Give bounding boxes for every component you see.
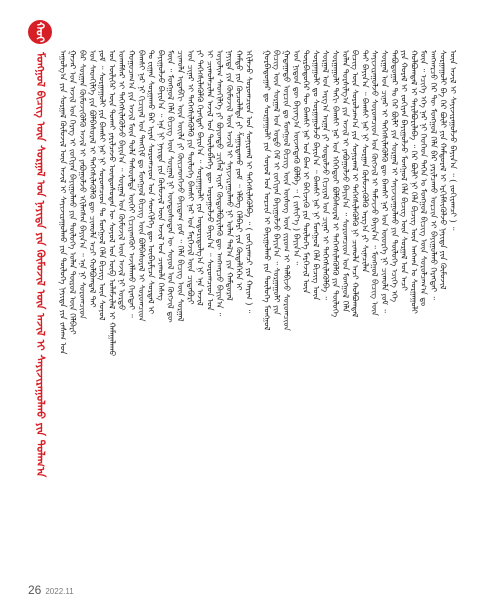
text-column <box>331 50 341 570</box>
article-headline-text: ᠮᠣᠩᠭᠣᠯ ᠪᠢᠴᠢᠭ ᠦᠨ ᠰᠤᠷᠭᠠᠯ ᠤᠨ ᠨᠡᠶᠢᠲᠡ ᠶᠢᠨ ᠬᠦᠮᠦᠵᠢᠯ ᠦᠨ ᠠᠵᠢᠯ ᠢ ᠰᠠᠶᠢᠵᠢᠷᠠᠭᠤᠯᠬᠤ ᠶᠢᠨ ᠲᠤᠯᠠᠭ᠎ᠠ <box>34 52 47 478</box>
text-line: ᠲᠠᠶ ᠪᠠᠶᠢᠨ᠎ᠠ ᠃ ᠪᠠᠭᠰᠢ ᠨᠠᠷ ᠨᠢ ᠰᠤᠷᠭᠠᠨ ᠬᠦᠮᠦᠵᠢᠭᠦᠯᠬᠦ ᠠᠷᠭ᠎ᠠ ᠶᠢ ᠰᠢᠨᠡᠴᠢᠯᠡᠨ <box>360 50 370 273</box>
text-column <box>225 50 235 570</box>
text-column <box>205 50 215 570</box>
page-badge <box>28 20 52 44</box>
text-line: ᠠᠭᠤᠯᠭ᠎ᠠ ᠶᠢᠨ ᠰᠤᠷᠭᠠᠯ ᠬᠦᠮᠦᠵᠢᠯ ᠦᠨ ᠠᠵᠢᠯ ᠢ ᠰᠠᠶᠢᠵᠢᠷᠠᠭᠤᠯᠬᠤ ᠶᠢᠨ ᠲᠥᠯᠥᠭᠡ ᠨᠡᠶᠢᠲᠡ ᠶᠢᠨ ᠵᠠᠰᠠᠭ ᠤᠨ <box>58 50 68 355</box>
text-line: ᠲᠠᠪᠤᠳᠤᠭᠠᠷ ᠲᠤ ᠭᠡᠷ ᠪᠦᠯᠢ ᠶᠢᠨ ᠰᠤᠷᠭᠠᠯ ᠢ ᠰᠠᠶᠢᠵᠢᠷᠠᠭᠤᠯᠬᠤ ᠶᠢᠨ ᠲᠥᠯᠥᠭᠡ ᠡᠴᠢᠭᠡ ᠡᠬᠡ <box>389 50 399 303</box>
text-column <box>448 50 458 570</box>
text-line: ᠬᠤᠭᠤᠴᠠᠭ᠎ᠠ ᠶᠢᠨ ᠠᠵᠢᠯ ᠮᠥᠨ ᠲᠤᠯᠠ ᠲᠠᠰᠤᠷᠠᠯᠲᠠ ᠦᠭᠡᠢ ᠬᠢᠴᠢᠶᠡᠩᠭᠦᠢ ᠠᠵᠢᠯᠯᠠᠬᠤ ᠬᠡᠷᠡᠭᠲᠡᠢ ᠃ <box>126 50 136 318</box>
text-line: ᠪᠡᠷ ᠰᠤᠷᠭᠠᠨ ᠬᠦᠮᠦᠵᠢᠭᠦᠯᠬᠦ ᠠᠵᠢᠯ ᠢ ᠶᠠᠪᠤᠭᠤᠯᠵᠤ ᠡᠬᠢᠯᠡᠭᠰᠡᠨ ᠪᠠᠶᠢᠨ᠎ᠠ ᠃ ᠡᠨᠡ ᠨᠢ ᠰᠤᠷᠤᠭᠴᠢᠳ <box>77 50 87 320</box>
text-line: ᠮᠥᠨ ᠃ ᠮᠣᠩᠭᠣᠯ ᠬᠡᠯᠡ ᠪᠢᠴᠢᠭ ᠦᠨ ᠰᠤᠷᠭᠠᠯ ᠨᠢ ᠦᠨᠳᠦᠰᠦᠲᠡᠨ ᠦ ᠰᠣᠶᠣᠯ ᠤᠨ ᠬᠥᠭᠵᠢᠯ ᠳᠦ <box>166 50 176 323</box>
text-line: ᠶᠢ ᠳᠡᠭᠡᠭᠰᠢᠯᠡᠭᠦᠯᠬᠦ ᠬᠡᠷᠡᠭᠲᠡᠢ ᠪᠠᠶᠢᠨ᠎ᠠ ᠃ ᠰᠤᠷᠭᠠᠭᠤᠯᠢ ᠶᠢᠨ ᠤᠳᠤᠷᠢᠳᠤᠯᠭ᠎ᠠ ᠨᠢ ᠡᠨᠡ ᠠᠵᠢᠯ <box>195 50 205 306</box>
text-line: ᠶᠤᠮ ᠃ ᠰᠤᠷᠭᠠᠭᠤᠯᠢ ᠶᠢᠨ ᠪᠠᠭᠰᠢ ᠨᠠᠷ ᠨᠢ ᠰᠤᠷᠤᠭᠴᠢᠳ ᠲᠤ ᠮᠣᠩᠭᠣᠯ ᠬᠡᠯᠡ ᠪᠢᠴᠢᠭ ᠦᠨ ᠰᠣᠶᠣᠯ <box>97 50 107 321</box>
text-column <box>370 50 380 570</box>
page-number: 26 <box>28 583 42 597</box>
text-column <box>389 50 399 570</box>
text-column <box>409 50 419 570</box>
text-column <box>321 50 331 570</box>
text-column <box>87 50 97 570</box>
text-line: ᠨᠡᠶᠢᠲᠡ ᠶᠢᠨ ᠬᠦᠮᠦᠵᠢᠯ ᠦᠨ ᠠᠵᠢᠯ ᠢ ᠰᠠᠶᠢᠵᠢᠷᠠᠭᠤᠯᠬᠤ ᠨᠢ ᠣᠯᠠᠨ ᠲᠠᠯ᠎ᠠ ᠶᠢᠨ ᠬᠠᠮᠲᠤᠷᠠᠯ <box>224 50 234 301</box>
text-column <box>350 50 360 570</box>
text-column <box>136 50 146 570</box>
text-line: ᠭᠤᠷᠪᠠᠳᠤᠭᠠᠷ ᠳᠤ ᠰᠤᠷᠭᠠᠭᠤᠯᠢ ᠶᠢᠨ ᠰᠣᠶᠣᠯ ᠤᠨ ᠣᠷᠴᠢᠨ ᠢ ᠪᠠᠶᠢᠭᠤᠯᠬᠤ ᠶᠢᠨ ᠲᠥᠯᠥᠭᠡ ᠮᠣᠩᠭᠣᠯ <box>262 50 272 331</box>
text-line: ᠰᠤᠷᠭᠠᠭᠤᠯᠢ ᠳᠤ ᠰᠤᠷᠭᠠᠭᠤᠯᠵᠤ ᠪᠠᠶᠢᠨ᠎ᠠ ᠃ ᠪᠠᠭᠰᠢ ᠨᠠᠷ ᠨᠢ ᠮᠣᠩᠭᠣᠯ ᠬᠡᠯᠡ ᠪᠢᠴᠢᠭ ᠦᠨ <box>311 50 321 301</box>
text-column <box>340 50 350 570</box>
text-line: ᠰᠤᠷᠭᠠᠯ ᠤᠨ ᠴᠢᠨᠠᠷ ᠢ ᠳᠡᠭᠡᠭᠰᠢᠯᠡᠭᠦᠯᠬᠦ ᠳᠦ ᠪᠠᠭᠰᠢ ᠨᠠᠷ ᠤᠨ ᠦᠦᠷᠭᠡ ᠨᠢ ᠴᠢᠬᠤᠯᠠ ᠶᠤᠮ ᠃ <box>379 50 389 313</box>
text-line: ᠠᠩᠬᠠᠷᠴᠤ ᠭᠡᠷ ᠲᠦ ᠮᠣᠩᠭᠣᠯ ᠬᠡᠯᠡ ᠪᠡᠷ ᠶᠠᠷᠢᠯᠴᠠᠬᠤ ᠤᠷᠴᠢᠨ ᠢ ᠪᠠᠶᠢᠭᠤᠯᠬᠤ ᠬᠡᠷᠡᠭᠲᠡᠢ ᠃ <box>428 50 438 300</box>
text-column <box>78 50 88 570</box>
text-column <box>438 50 448 570</box>
text-line: ᠤᠨ ᠨᠢᠳᠦᠨ ᠳᠦ ᠪᠠᠶᠢᠨᠭ᠎ᠠ ᠦᠵᠡᠭᠳᠡᠬᠦ ᠪᠣᠯᠪᠠ ᠃ ( ᠵᠢᠱᠢᠶ᠎ᠡ ) ᠪᠠᠶᠢᠨ᠎ᠠ ᠃ <box>291 50 301 265</box>
text-column <box>156 50 166 570</box>
text-line: ᠭᠠᠵᠠᠷ ᠤᠨ ᠠᠵᠢᠯ ᠤᠨ ᠬᠡᠷᠡᠭ ᠢ ᠵᠣᠬᠢᠶᠠᠨ ᠪᠠᠶᠢᠭᠤᠯᠬᠤ ᠶᠢᠨ ᠲᠥᠯᠥᠭᠡ ᠣᠯᠠᠨ ᠲᠥᠷᠦᠯ ᠦᠨ ᠬᠡᠯᠪᠡᠷᠢ <box>68 50 78 335</box>
text-line: ᠮᠥᠨ ᠃ ᠡᠴᠢᠭᠡ ᠡᠬᠡ ᠨᠠᠷ ᠨᠢ ᠬᠡᠦᠬᠡᠳ ᠲᠡᠭᠡᠨ ᠤ ᠮᠣᠩᠭᠣᠯ ᠪᠢᠴᠢᠭ ᠦᠨ ᠰᠤᠷᠤᠯᠴᠠᠭ᠎ᠠ ᠳᠤ <box>419 50 429 307</box>
text-column <box>176 50 186 570</box>
text-column <box>311 50 321 570</box>
text-column <box>380 50 390 570</box>
text-line: ᠰᠤᠷᠭᠠᠭᠤᠯᠢ ᠳᠠᠬᠢ ᠪᠠᠭᠰᠢ ᠨᠠᠷ ᠤᠨ ᠡᠭᠡᠭᠡᠳᠦᠢ ᠪᠣᠯᠪᠠᠰᠤᠷᠠᠯ ᠢ ᠳᠡᠭᠡᠭᠰᠢᠯᠡᠭᠦᠯᠬᠦ ᠶᠢᠨ ᠲᠥᠯᠥᠭᠡ <box>330 50 340 318</box>
text-line: ᠣᠯᠠᠨ ᠲᠤᠷᠰᠢᠯᠭ᠎ᠠ ᠶᠢᠨ ᠠᠵᠢᠯ ᠢ ᠶᠠᠪᠤᠭᠤᠯᠵᠤ ᠪᠠᠶᠢᠨ᠎ᠠ ᠃ ᠰᠤᠷᠤᠭᠴᠢᠳ ᠤᠨ ᠮᠣᠩᠭᠣᠯ ᠬᠡᠯᠡ <box>340 50 350 313</box>
text-column <box>68 50 78 570</box>
text-line: ᠲᠤ ᠵᠢᠭᠠᠨ ᠰᠤᠷᠭᠠᠬᠤ ᠪᠠᠷ ᠢᠶᠠᠨ ᠰᠤᠷᠤᠭᠴᠢᠳ ᠤᠨ ᠰᠡᠳᠬᠢᠯᠭᠡ ᠳᠦ ᠥᠪᠡᠷᠮᠢᠴᠡ ᠰᠤᠷᠲᠠᠯ ᠢ <box>146 50 156 315</box>
text-line: ᠴᠢᠬᠤᠯᠠ ᠢᠳᠡᠪᠬᠢ ᠦᠨ ᠦᠢᠯᠡ ᠶᠢ ᠭᠦᠢᠴᠡᠳᠬᠡᠵᠦ ᠪᠠᠶᠢᠳᠠᠭ ᠶᠤᠮ ᠃ ᠬᠡᠯᠡ ᠪᠢᠴᠢᠭ ᠦᠨ ᠰᠤᠷᠭᠠᠯ <box>175 50 185 322</box>
text-column <box>185 50 195 570</box>
text-line: ᠡᠬᠢᠯᠡᠵᠦ ᠰᠤᠷᠤᠭᠴᠢᠳ ᠤᠨ ᠰᠣᠨᠢᠷᠬᠠᠯ ᠢ ᠳᠡᠭᠡᠭᠰᠢᠯᠡᠭᠦᠯᠪᠡ ᠃ ( ᠵᠣᠬᠢᠶᠠᠭᠴᠢ ᠶᠢᠨ ᠬᠠᠶᠢᠭ ) ᠃ <box>244 50 254 314</box>
text-line: ᠢ ᠴᠢᠬᠤᠯᠠᠴᠢᠯᠠᠨ ᠠᠵᠢᠯ ᠤᠨ ᠲᠥᠯᠥᠪᠯᠡᠭᠡ ᠳᠦ ᠣᠷᠣᠭᠤᠯᠵᠤ ᠪᠠᠶᠢᠨ᠎ᠠ ᠃ ᠰᠤᠷᠤᠭᠴᠢᠳ ᠤᠨ <box>205 50 215 311</box>
text-line: ᠦᠨ ᠠᠵᠢᠯ ᠢ ᠰᠠᠶᠢᠵᠢᠷᠠᠭᠤᠯᠵᠤ ᠪᠠᠶᠢᠨ᠎ᠠ ᠃ ( ᠵᠣᠬᠢᠶᠠᠭᠴᠢ ) ᠃ <box>448 50 458 231</box>
text-line: ᠤᠨ ᠴᠢᠨᠠᠷ ᠢ ᠳᠡᠭᠡᠭᠰᠢᠯᠡᠭᠦᠯᠬᠦ ᠶᠢᠨ ᠲᠥᠯᠥᠭᠡ ᠪᠠᠭᠰᠢ ᠨᠠᠷ ᠤᠨ ᠮᠡᠷᠭᠡᠵᠢᠯ ᠦᠨ ᠴᠢᠳᠠᠪᠤᠷᠢ <box>185 50 195 305</box>
text-column <box>291 50 301 570</box>
text-line: ᠰᠤᠷᠭᠠᠯ ᠤᠨ ᠠᠷᠭ᠎ᠠ ᠠᠷᠭᠠ ᠶᠢ ᠰᠤᠳᠤᠯᠵᠤ ᠬᠢᠴᠢᠶᠡᠯ ᠤᠨ ᠴᠢᠨᠠᠷ ᠢ ᠳᠡᠭᠡᠭᠰᠢᠯᠡᠭᠦᠯᠪᠡ ᠃ <box>321 50 331 300</box>
page-badge-label: ᠬᠤᠢ <box>33 21 47 43</box>
text-line: ᠬᠠᠮᠲᠤ ᠶᠢᠨ ᠬᠦᠴᠦᠯᠡᠯᠲᠡ ᠶᠢ ᠱᠠᠭᠠᠷᠳᠠᠬᠤ ᠶᠤᠮ ᠃ ᠡᠯᠪᠡᠭ ᠬᠡᠯᠪᠡᠷᠢ ᠶᠢᠨ ᠬᠥᠳᠡᠯᠭᠡᠭᠡᠨ ᠢ <box>234 50 244 291</box>
article-headline <box>30 52 52 572</box>
text-column <box>429 50 439 570</box>
text-line: ᠪᠠᠭᠰᠢ ᠨᠠᠷ ᠨᠢ ᠬᠢᠴᠢᠶᠡᠯ ᠤᠨ ᠲᠠᠩᠬᠢᠮ ᠳᠤ ᠮᠣᠩᠭᠣᠯ ᠪᠢᠴᠢᠭ ᠦᠨ ᠪᠣᠯᠪᠠᠰᠤᠷᠠᠯ ᠢ ᠰᠤᠷᠤᠭᠴᠢᠳ <box>136 50 146 322</box>
text-line: ᠤᠨ ᠦᠯᠢᠭᠡᠷ ᠦᠨ ᠲᠤᠬᠠᠢ ᠶᠠᠷᠢᠯᠴᠠᠵᠤ ᠦᠨᠳᠦᠰᠦᠲᠡᠨ ᠦ ᠰᠣᠶᠣᠯ ᠤᠨ ᠦᠪ ᠤᠯᠠᠮᠵᠢᠯᠠᠯ ᠢ ᠬᠠᠮᠠᠭᠠᠯᠠᠬᠤ <box>107 50 117 357</box>
text-column <box>195 50 205 570</box>
text-line: ᠬᠣᠯᠪᠣᠭᠳᠠᠯ ᠢ ᠲᠠᠶᠢᠯᠪᠤᠷᠢᠯᠠᠪᠠ ᠃ ᠭᠡᠷ ᠪᠦᠯᠢ ᠨᠢ ᠬᠡᠯᠡ ᠪᠢᠴᠢᠭ ᠦᠨ ᠠᠩᠬᠠᠨ ᠤ ᠰᠤᠷᠭᠠᠭᠤᠯᠢ <box>409 50 419 314</box>
text-line: ᠳᠥᠷᠪᠡᠳᠦᠭᠡᠷ ᠲᠦ ᠪᠠᠭᠰᠢ ᠨᠠᠷ ᠤᠨ ᠪᠠᠭ ᠢ ᠪᠡᠬᠢᠵᠢᠬᠦ ᠶᠢᠨ ᠲᠥᠯᠥᠭᠡ ᠮᠡᠷᠭᠡᠵᠢᠯ ᠦᠨ <box>301 50 311 294</box>
text-column <box>272 50 282 570</box>
text-column <box>117 50 127 570</box>
text-block-left <box>58 50 254 570</box>
text-column <box>234 50 244 570</box>
text-column <box>301 50 311 570</box>
text-line: ᠪᠢᠴᠢᠭ ᠦᠨ ᠰᠤᠷᠭᠠᠯ ᠤᠨ ᠣᠳᠣ ᠬᠡᠮ ᠢ ᠵᠣᠬᠢᠶᠠᠨ ᠪᠠᠶᠢᠭᠤᠯᠵᠤ ᠪᠠᠶᠢᠨ᠎ᠠ ᠃ ᠰᠤᠷᠭᠠᠭᠤᠯᠢ ᠶᠢᠨ <box>272 50 282 315</box>
text-line: ᠶᠢᠨ ᠬᠤᠷᠠᠯ ᠢ ᠵᠣᠬᠢᠶᠠᠨ ᠪᠠᠶᠢᠭᠤᠯᠵᠤ ᠮᠣᠩᠭᠣᠯ ᠬᠡᠯᠡ ᠪᠢᠴᠢᠭ ᠦᠨ ᠰᠤᠷᠭᠠᠯ ᠤᠨ ᠠᠴᠢ <box>399 50 409 291</box>
page-footer <box>28 583 74 597</box>
text-column <box>419 50 429 570</box>
text-column <box>146 50 156 570</box>
text-line: ᠤᠶᠤᠯᠢᠭ ᠰᠡᠳᠬᠢᠯᠭᠡ ᠶᠢ ᠪᠤᠶᠤᠨᠲᠤ ᠴᠢᠭᠯᠡᠯ ᠢᠶᠡᠷ ᠬᠥᠲᠥᠯᠪᠦᠷᠢᠯᠡᠬᠦ ᠳᠦ ᠠᠩᠬᠠᠷᠴᠤ ᠪᠠᠶᠢᠨ᠎ᠠ ᠃ <box>215 50 225 317</box>
text-column <box>58 50 68 570</box>
text-line: ᠤᠨ ᠰᠡᠳᠬᠢᠯᠭᠡ ᠶᠢᠨ ᠪᠣᠯᠪᠠᠰᠤᠷᠠᠯ ᠢ ᠳᠡᠭᠡᠭᠰᠢᠯᠡᠭᠦᠯᠬᠦ ᠳᠦ ᠴᠢᠬᠤᠯᠠ ᠠᠴᠢ ᠬᠣᠯᠪᠣᠭᠳᠠᠯ ᠲᠠᠶ <box>87 50 97 308</box>
issue-date: 2022.11 <box>45 587 74 596</box>
text-line: ᠪᠠᠶᠢᠭᠤᠯᠵᠤ ᠪᠠᠶᠢᠨ᠎ᠠ ᠃ ᠡᠨᠡ ᠨᠢ ᠨᠡᠶᠢᠲᠡ ᠶᠢᠨ ᠬᠦᠮᠦᠵᠢᠯ ᠦᠨ ᠠᠵᠢᠯ ᠤᠨ ᠴᠢᠬᠤᠯᠠ ᠬᠡᠰᠡᠭ <box>156 50 166 301</box>
text-column <box>215 50 225 570</box>
text-line: ᠪᠢᠴᠢᠭ ᠦᠨ ᠰᠤᠷᠤᠯᠴᠠᠭ᠎ᠠ ᠶᠢᠨ ᠰᠣᠨᠢᠷᠬᠠᠯ ᠢ ᠳᠡᠭᠡᠭᠰᠢᠯᠡᠭᠦᠯᠬᠦ ᠨᠢ ᠴᠢᠬᠤᠯᠠ ᠠᠴᠢ ᠬᠣᠯᠪᠣᠭᠳᠠᠯ <box>350 50 360 318</box>
text-column <box>107 50 117 570</box>
text-line: ᠭᠠᠳᠠᠭᠠᠳᠤ ᠣᠷᠴᠢᠨ ᠳᠤ ᠮᠣᠩᠭᠣᠯ ᠪᠢᠴᠢᠭ ᠦᠨ ᠦᠰᠦᠭ ᠦᠨ ᠵᠢᠷᠤᠭ ᠢ ᠲᠠᠯᠪᠢᠵᠤ ᠰᠤᠷᠤᠭᠴᠢᠳ <box>281 50 291 331</box>
text-column <box>360 50 370 570</box>
text-column <box>262 50 272 570</box>
text-column <box>166 50 176 570</box>
text-line: ᠰᠤᠷᠭᠠᠭᠤᠯᠢ ᠪᠠ ᠭᠡᠷ ᠪᠦᠯᠢ ᠶᠢᠨ ᠬᠠᠮᠲᠤᠷᠠᠯ ᠢ ᠡᠷᠬᠢᠮᠰᠢᠭᠦᠯᠵᠦ ᠨᠡᠶᠢᠲᠡ ᠶᠢᠨ ᠬᠦᠮᠦᠵᠢᠯ <box>438 50 448 290</box>
text-column <box>127 50 137 570</box>
text-column <box>97 50 107 570</box>
text-line: ᠤᠬᠠᠮᠰᠠᠷ ᠢ ᠳᠡᠭᠡᠭᠰᠢᠯᠡᠭᠦᠯᠵᠦ ᠪᠠᠶᠢᠨ᠎ᠠ ᠃ ᠰᠤᠷᠭᠠᠯ ᠤᠨ ᠬᠦᠮᠦᠵᠢᠯ ᠦᠨ ᠠᠵᠢᠯ ᠨᠢ ᠤᠷᠲᠤ <box>117 50 127 311</box>
text-column <box>282 50 292 570</box>
text-column <box>244 50 254 570</box>
text-line: ᠰᠠᠶᠢᠵᠢᠷᠠᠭᠤᠯᠵᠤ ᠰᠤᠷᠤᠭᠴᠢᠳ ᠤᠨ ᠬᠥᠭᠵᠢᠯ ᠢ ᠳᠡᠮᠵᠢᠵᠦ ᠪᠠᠶᠢᠨ᠎ᠠ ᠃ ᠮᠣᠩᠭᠣᠯ ᠪᠢᠴᠢᠭ ᠦᠨ <box>370 50 380 316</box>
text-column <box>399 50 409 570</box>
text-block-right <box>262 50 458 570</box>
